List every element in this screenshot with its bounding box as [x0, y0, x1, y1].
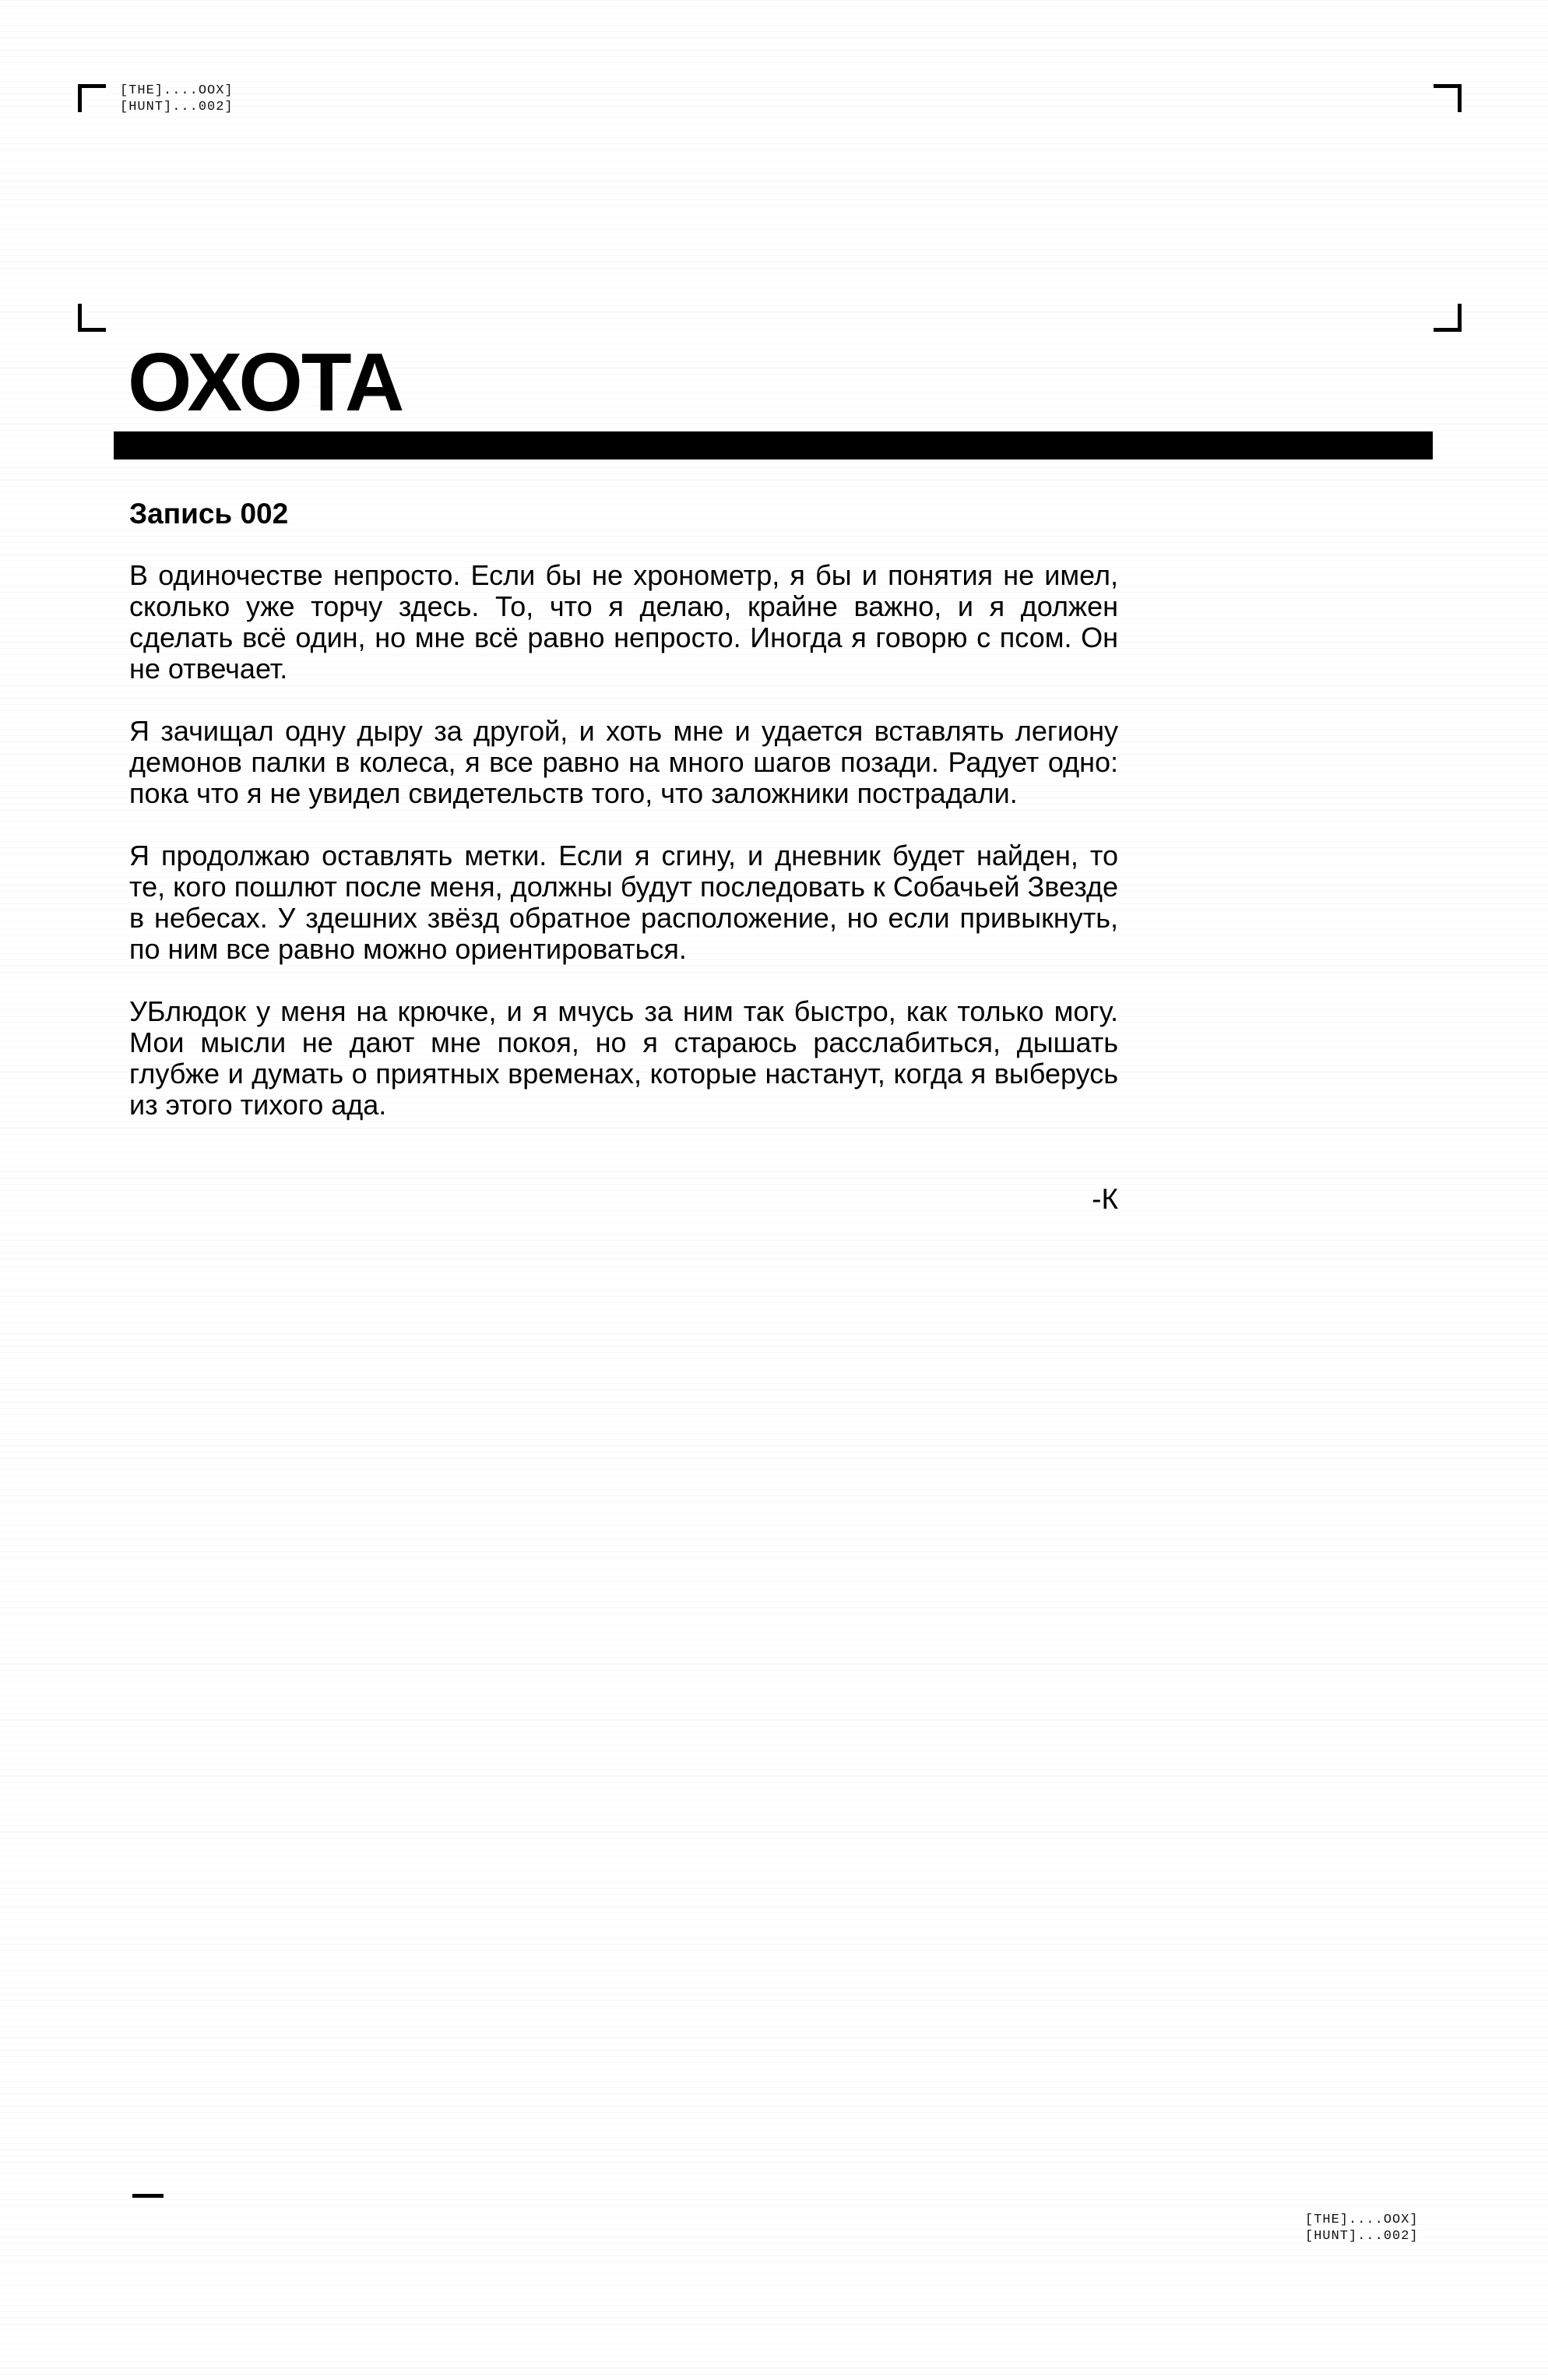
page-dash-mark	[132, 2194, 164, 2198]
footer-code-tag: [THE]....OOX] [HUNT]...002]	[1305, 2213, 1419, 2244]
paragraph: Я зачищал одну дыру за другой, и хоть мне и удается вставлять легиону демонов палки в колеса, я все равно на много шагов позади. Радует одно: пока что я не увидел свидетельств того, что заложники пострадали.	[129, 715, 1118, 809]
page-title: ОХОТА	[128, 336, 403, 428]
paragraph: В одиночестве непросто. Если бы не хронометр, я бы и понятия не имел, сколько уже торчу здесь. То, что я делаю, крайне важно, и я должен сделать всё один, но мне всё равно непросто. Иногда я говорю с псом. Он не отвечает.	[129, 559, 1118, 685]
paragraph: УБлюдок у меня на крючке, и я мчусь за ним так быстро, как только могу. Мои мысли не дают мне покоя, но я стараюсь расслабиться, дышать глубже и думать о приятных временах, которые настанут, когда я выберусь из этого тихого ада.	[129, 995, 1118, 1121]
header-code-tag: [THE]....OOX] [HUNT]...002]	[120, 83, 234, 114]
frame-corner-top-right	[1434, 84, 1462, 112]
entry-body	[129, 560, 1118, 1152]
entry-heading: Запись 002	[129, 498, 289, 530]
signature: -К	[1092, 1183, 1118, 1215]
title-divider-bar	[114, 431, 1433, 459]
frame-corner-bottom-left	[78, 304, 106, 332]
frame-corner-top-left	[78, 84, 106, 112]
frame-corner-bottom-right	[1434, 304, 1462, 332]
paragraph: Я продолжаю оставлять метки. Если я сгину, и дневник будет найден, то те, кого пошлют после меня, должны будут последовать к Собачьей Звезде в небесах. У здешних звёзд обратное расположение, но если привыкнуть, по ним все равно можно ориентироваться.	[129, 840, 1118, 965]
